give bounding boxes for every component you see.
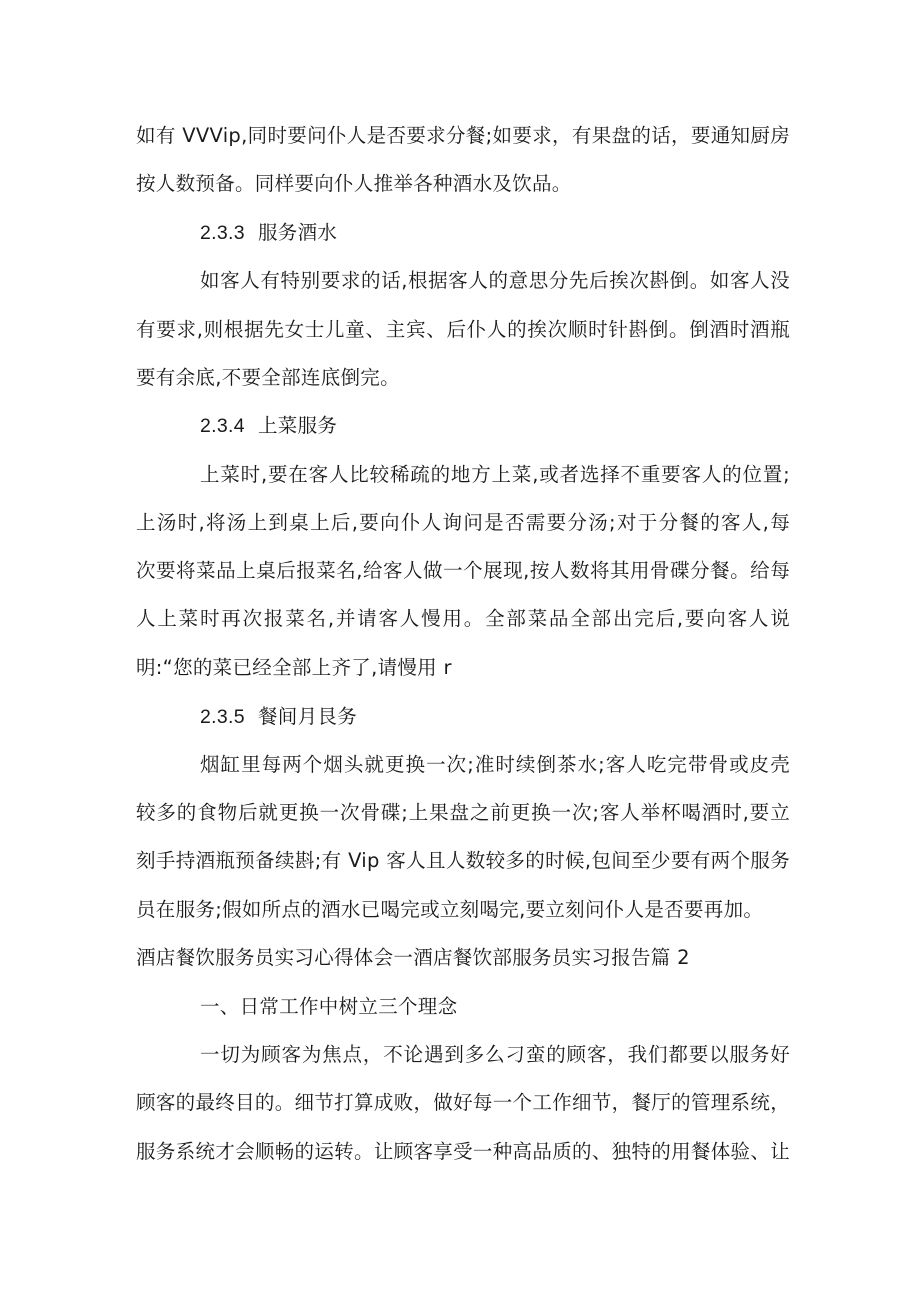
subsection-heading: 一、日常工作中树立三个理念 xyxy=(200,995,458,1018)
article-title: 酒店餐饮服务员实习心得体会一酒店餐饮部服务员实习报告篇 2 xyxy=(136,946,690,969)
paragraph-line: 烟缸里每两个烟头就更换一次;准时续倒茶水;客人吃完带骨或皮壳 xyxy=(200,753,790,776)
section-heading-2-3-5 xyxy=(200,705,357,729)
paragraph-line: 按人数预备。同样要向仆人推举各种酒水及饮品。 xyxy=(136,172,572,195)
paragraph-line: 较多的食物后就更换一次骨碟;上果盘之前更换一次;客人举杯喝酒时,要立 xyxy=(136,801,790,824)
paragraph-line: 人上菜时再次报菜名,并请客人慢用。全部菜品全部出完后,要向客人说 xyxy=(136,607,790,630)
section-number: 2.3.5 xyxy=(200,706,245,728)
section-heading-2-3-4 xyxy=(200,414,337,438)
section-number: 2.3.3 xyxy=(200,222,245,244)
section-heading-2-3-3 xyxy=(200,221,337,245)
paragraph-line: 次要将菜品上桌后报菜名,给客人做一个展现,按人数将其用骨碟分餐。给每 xyxy=(136,559,790,582)
paragraph-line: 如有 VVVip,同时要问仆人是否要求分餐;如要求，有果盘的话，要通知厨房 xyxy=(136,124,790,147)
paragraph-line: 刻手持酒瓶预备续斟;有 Vip 客人且人数较多的时候,包间至少要有两个服务 xyxy=(136,849,790,872)
paragraph-line: 一切为顾客为焦点，不论遇到多么刁蛮的顾客，我们都要以服务好 xyxy=(200,1043,790,1066)
section-title: 服务酒水 xyxy=(258,221,338,244)
paragraph-line: 明:“您的菜已经全部上齐了,请慢用 r xyxy=(136,656,452,679)
paragraph-line: 上菜时,要在客人比较稀疏的地方上菜,或者选择不重要客人的位置; xyxy=(200,463,790,486)
paragraph-line: 要有余底,不要全部连底倒完。 xyxy=(136,366,400,389)
section-number: 2.3.4 xyxy=(200,415,245,437)
paragraph-line: 顾客的最终目的。细节打算成败，做好每一个工作细节，餐厅的管理系统， xyxy=(136,1091,790,1114)
section-title: 餐间月艮务 xyxy=(258,705,358,728)
paragraph-line: 上汤时,将汤上到桌上后,要向仆人询问是否需要分汤;对于分餐的客人,每 xyxy=(136,511,790,534)
paragraph-line: 有要求,则根据先女士儿童、主宾、后仆人的挨次顺时针斟倒。倒酒时酒瓶 xyxy=(136,318,790,341)
paragraph-line: 员在服务;假如所点的酒水已喝完或立刻喝完,要立刻问仆人是否要再加。 xyxy=(136,898,764,921)
paragraph-line: 服务系统才会顺畅的运转。让顾客享受一种高品质的、独特的用餐体验、让 xyxy=(136,1140,790,1163)
section-title: 上菜服务 xyxy=(258,414,338,437)
paragraph-line: 如客人有特别要求的话,根据客人的意思分先后挨次斟倒。如客人没 xyxy=(200,269,790,292)
